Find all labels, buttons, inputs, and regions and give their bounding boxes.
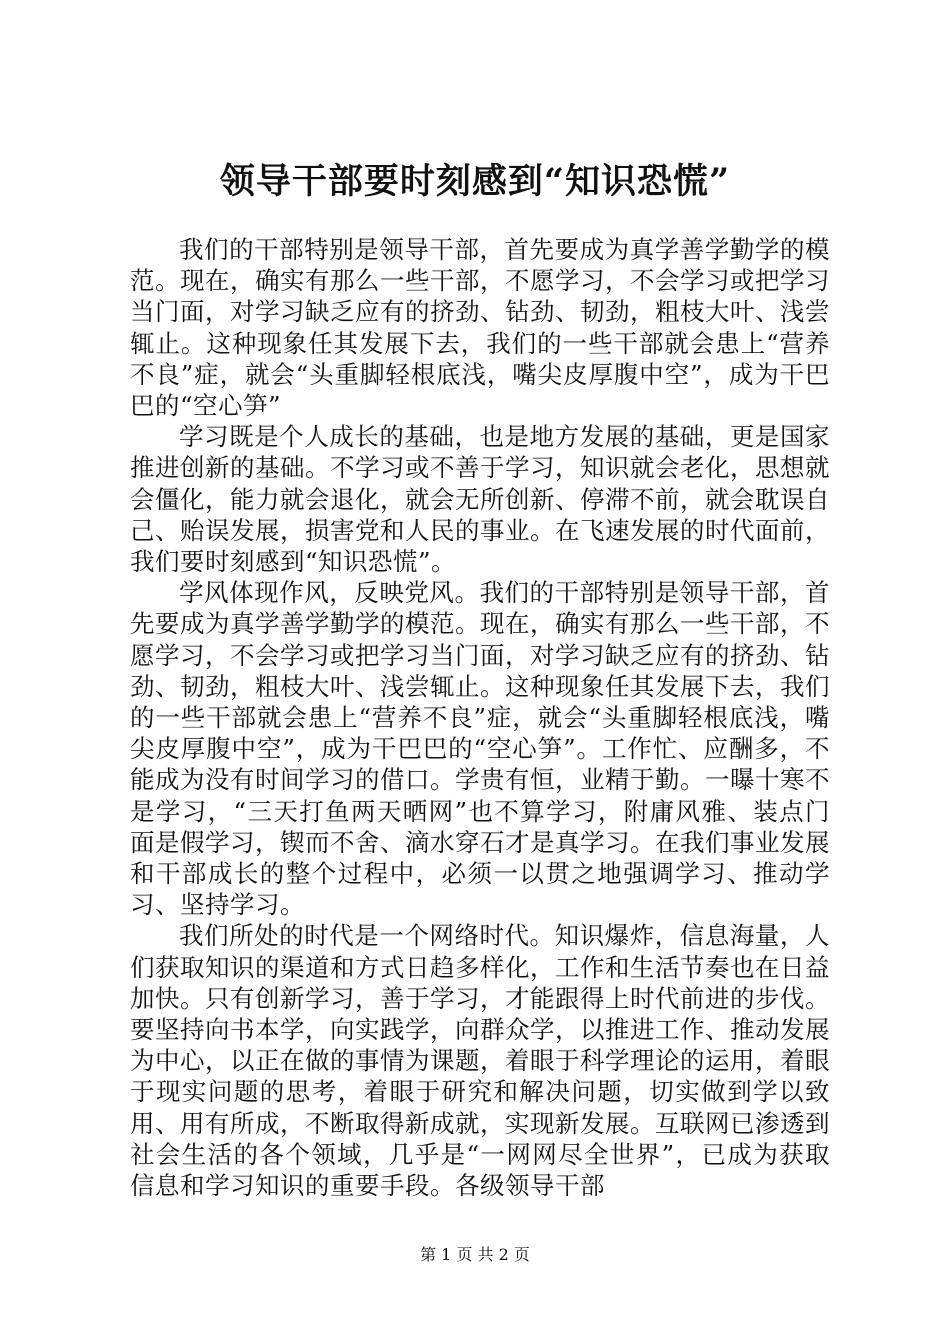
paragraph-1: 我们的干部特别是领导干部，首先要成为真学善学勤学的模范。现在，确实有那么一些干部，不愿学习，不会学习或把学习当门面，对学习缺乏应有的挤劲、钻劲、韧劲，粗枝大叶、浅尝辄止。这种现象任其发展下去，我们的一些干部就会患上“营养不良”症，就会“头重脚轻根底浅，嘴尖皮厚腹中空”，成为干巴巴的“空心笋”: [130, 235, 830, 421]
document-title: 领导干部要时刻感到“知识恐慌”: [219, 161, 731, 202]
document-body: [130, 234, 830, 1201]
paragraph-3: 学风体现作风，反映党风。我们的干部特别是领导干部，首先要成为真学善学勤学的模范。现在，确实有那么一些干部，不愿学习，不会学习或把学习当门面，对学习缺乏应有的挤劲、钻劲、韧劲，粗枝大叶、浅尝辄止。这种现象任其发展下去，我们的一些干部就会患上“营养不良”症，就会“头重脚轻根底浅，嘴尖皮厚腹中空”，成为干巴巴的“空心笋”。工作忙、应酬多，不能成为没有时间学习的借口。学贵有恒，业精于勤。一曝十寒不是学习，“三天打鱼两天晒网”也不算学习，附庸风雅、装点门面是假学习，锲而不舍、滴水穿石才是真学习。在我们事业发展和干部成长的整个过程中，必须一以贯之地强调学习、推动学习、坚持学习。: [130, 578, 830, 920]
paragraph-2: 学习既是个人成长的基础，也是地方发展的基础，更是国家推进创新的基础。不学习或不善于学习，知识就会老化，思想就会僵化，能力就会退化，就会无所创新、停滞不前，就会耽误自己、贻误发展，损害党和人民的事业。在飞速发展的时代面前，我们要时刻感到“知识恐慌”。: [130, 422, 830, 577]
paragraph-4: 我们所处的时代是一个网络时代。知识爆炸，信息海量，人们获取知识的渠道和方式日趋多样化，工作和生活节奏也在日益加快。只有创新学习，善于学习，才能跟得上时代前进的步伐。要坚持向书本学，向实践学，向群众学，以推进工作、推动发展为中心，以正在做的事情为课题，着眼于科学理论的运用，着眼于现实问题的思考，着眼于研究和解决问题，切实做到学以致用、用有所成，不断取得新成就，实现新发展。互联网已渗透到社会生活的各个领域，几乎是“一网网尽全世界”，已成为获取信息和学习知识的重要手段。各级领导干部: [130, 921, 830, 1201]
page-footer: 第 1 页 共 2 页: [420, 1245, 530, 1264]
